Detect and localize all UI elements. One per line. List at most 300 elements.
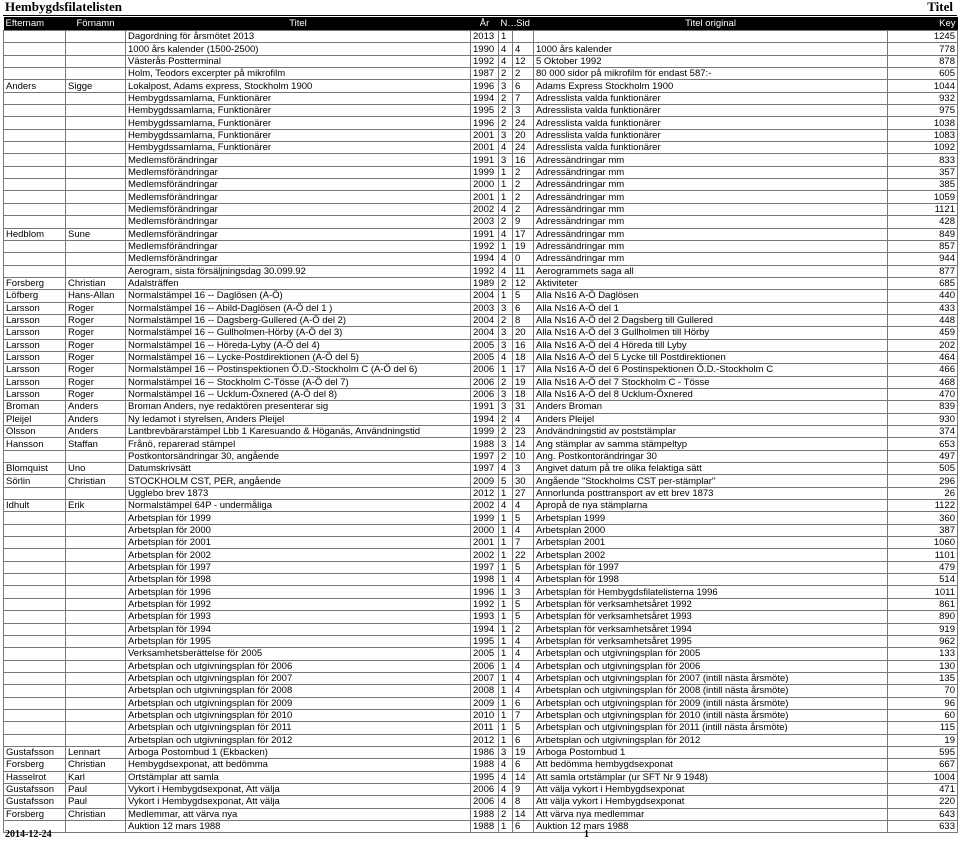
cell-ar: 1996 <box>471 117 499 129</box>
cell-key: 60 <box>888 709 958 721</box>
cell-efternamn: Blomquist <box>4 463 66 475</box>
cell-efternamn <box>4 265 66 277</box>
cell-titel: Verksamhetsberättelse för 2005 <box>126 648 471 660</box>
cell-efternamn <box>4 240 66 252</box>
table-row[interactable] <box>4 80 958 92</box>
cell-efternamn <box>4 179 66 191</box>
cell-titel: Normalstämpel 16 -- Abild-Daglösen (A-Ö del 1 ) <box>126 302 471 314</box>
cell-sid: 2 <box>513 203 534 215</box>
cell-sid: 9 <box>513 216 534 228</box>
cell-titel: STOCKHOLM CST, PER, angående <box>126 475 471 487</box>
cell-sid: 4 <box>513 500 534 512</box>
table-row[interactable] <box>4 586 958 598</box>
sort-field-label: Titel <box>927 0 953 14</box>
table-row[interactable] <box>4 512 958 524</box>
cell-ar: 2000 <box>471 179 499 191</box>
cell-nummer: 1 <box>499 672 513 684</box>
col-header-titel-original[interactable]: Titel original <box>534 17 888 31</box>
cell-efternamn <box>4 191 66 203</box>
col-header-fornamn[interactable]: Förnamn <box>66 17 126 31</box>
table-row[interactable] <box>4 500 958 512</box>
table-row[interactable] <box>4 672 958 684</box>
cell-ar: 2000 <box>471 524 499 536</box>
cell-titel-original: Att välja vykort i Hembygdsexponat <box>534 796 888 808</box>
cell-fornamn <box>66 265 126 277</box>
cell-ar: 2007 <box>471 672 499 684</box>
cell-efternamn <box>4 43 66 55</box>
cell-fornamn <box>66 154 126 166</box>
cell-nummer: 4 <box>499 265 513 277</box>
table-row[interactable] <box>4 240 958 252</box>
cell-titel-original: Aerogrammets saga all <box>534 265 888 277</box>
table-row[interactable] <box>4 685 958 697</box>
cell-key: 778 <box>888 43 958 55</box>
cell-fornamn: Christian <box>66 277 126 289</box>
cell-efternamn <box>4 55 66 67</box>
cell-titel: Holm, Teodors excerpter på mikrofilm <box>126 68 471 80</box>
cell-titel-original: 5 Oktober 1992 <box>534 55 888 67</box>
cell-ar: 2005 <box>471 339 499 351</box>
cell-sid: 24 <box>513 117 534 129</box>
cell-fornamn <box>66 709 126 721</box>
cell-ar: 2006 <box>471 364 499 376</box>
cell-nummer: 1 <box>499 697 513 709</box>
cell-titel-original: Alla Ns16 A-Ö del 3 Gullholmen till Hörby <box>534 327 888 339</box>
cell-titel: Medlemmar, att värva nya <box>126 808 471 820</box>
table-row[interactable] <box>4 31 958 43</box>
table-row[interactable] <box>4 339 958 351</box>
cell-ar: 1997 <box>471 450 499 462</box>
cell-ar: 1988 <box>471 438 499 450</box>
cell-ar: 2013 <box>471 31 499 43</box>
cell-key: 833 <box>888 154 958 166</box>
cell-nummer: 2 <box>499 105 513 117</box>
cell-nummer: 3 <box>499 129 513 141</box>
cell-efternamn <box>4 142 66 154</box>
cell-efternamn <box>4 537 66 549</box>
cell-key: 1011 <box>888 586 958 598</box>
cell-titel-original: Anders Broman <box>534 401 888 413</box>
cell-efternamn <box>4 598 66 610</box>
cell-ar: 1994 <box>471 413 499 425</box>
table-row[interactable] <box>4 302 958 314</box>
cell-efternamn <box>4 561 66 573</box>
cell-key: 877 <box>888 265 958 277</box>
document-title: Hembygdsfilatelisten <box>5 0 122 14</box>
table-row[interactable] <box>4 277 958 289</box>
cell-titel-original: Arbetsplan 1999 <box>534 512 888 524</box>
cell-titel-original: Adressändringar mm <box>534 154 888 166</box>
table-row[interactable] <box>4 376 958 388</box>
cell-ar: 2003 <box>471 302 499 314</box>
cell-efternamn <box>4 166 66 178</box>
table-row[interactable] <box>4 265 958 277</box>
cell-titel: Normalstämpel 16 -- Stockholm C-Tösse (A-Ö del 7) <box>126 376 471 388</box>
cell-nummer: 3 <box>499 339 513 351</box>
cell-titel: Hembygdsexponat, att bedömma <box>126 759 471 771</box>
table-row[interactable] <box>4 660 958 672</box>
table-row[interactable] <box>4 129 958 141</box>
table-row[interactable] <box>4 191 958 203</box>
cell-sid: 6 <box>513 697 534 709</box>
cell-ar: 2001 <box>471 142 499 154</box>
cell-titel-original: Alla Ns16 A-Ö del 1 <box>534 302 888 314</box>
col-header-sid[interactable]: Sid <box>513 17 534 31</box>
table-row[interactable] <box>4 623 958 635</box>
table-row[interactable] <box>4 413 958 425</box>
cell-titel-original: Anders Pleijel <box>534 413 888 425</box>
cell-titel: Normalstämpel 16 -- Lycke-Postdirektionen (A-Ö del 5) <box>126 351 471 363</box>
cell-key: 202 <box>888 339 958 351</box>
cell-key: 448 <box>888 314 958 326</box>
table-row[interactable] <box>4 364 958 376</box>
cell-titel-original: Arbetsplan 2000 <box>534 524 888 536</box>
cell-titel-original: Adressändringar mm <box>534 253 888 265</box>
cell-efternamn <box>4 586 66 598</box>
cell-titel-original: Arbetsplan och utgivningsplan för 2007 (intill nästa årsmöte) <box>534 672 888 684</box>
cell-efternamn: Olsson <box>4 426 66 438</box>
cell-titel-original: Aktiviteter <box>534 277 888 289</box>
cell-ar: 1992 <box>471 598 499 610</box>
table-row[interactable] <box>4 228 958 240</box>
col-header-key[interactable]: Key <box>888 17 958 31</box>
table-row[interactable] <box>4 290 958 302</box>
cell-fornamn: Karl <box>66 771 126 783</box>
cell-efternamn: Gustafsson <box>4 746 66 758</box>
cell-ar: 2001 <box>471 191 499 203</box>
table-row[interactable] <box>4 475 958 487</box>
cell-sid: 8 <box>513 796 534 808</box>
cell-sid: 30 <box>513 475 534 487</box>
cell-titel-original: Adressändringar mm <box>534 228 888 240</box>
cell-ar: 1986 <box>471 746 499 758</box>
cell-titel: Arbetsplan för 2002 <box>126 549 471 561</box>
cell-efternamn: Larsson <box>4 302 66 314</box>
cell-key: 471 <box>888 783 958 795</box>
cell-key: 19 <box>888 734 958 746</box>
cell-efternamn <box>4 697 66 709</box>
table-row[interactable] <box>4 549 958 561</box>
cell-titel: Normalstämpel 16 -- Postinspektionen Ö.D.-Stockholm C (A-Ö del 6) <box>126 364 471 376</box>
cell-titel-original: Arbetsplan för 1998 <box>534 574 888 586</box>
table-row[interactable] <box>4 388 958 400</box>
cell-nummer: 4 <box>499 228 513 240</box>
col-header-efternamn[interactable]: Efternam <box>4 17 66 31</box>
cell-key: 1101 <box>888 549 958 561</box>
cell-fornamn <box>66 450 126 462</box>
cell-fornamn: Roger <box>66 339 126 351</box>
cell-titel: Lantbrevbärarstämpel Lbb 1 Karesuando & Höganäs, Användningstid <box>126 426 471 438</box>
cell-fornamn: Hans-Allan <box>66 290 126 302</box>
cell-titel-original: 1000 års kalender <box>534 43 888 55</box>
cell-sid: 6 <box>513 302 534 314</box>
cell-titel: Västerås Postterminal <box>126 55 471 67</box>
cell-efternamn: Idhult <box>4 500 66 512</box>
table-row[interactable] <box>4 808 958 820</box>
cell-titel: Ugglebo brev 1873 <box>126 487 471 499</box>
table-row[interactable] <box>4 216 958 228</box>
cell-nummer: 1 <box>499 722 513 734</box>
cell-nummer: 3 <box>499 388 513 400</box>
cell-titel: Arbetsplan för 1998 <box>126 574 471 586</box>
table-row[interactable] <box>4 351 958 363</box>
cell-titel: Vykort i Hembygdsexponat, Att välja <box>126 796 471 808</box>
cell-efternamn <box>4 117 66 129</box>
cell-sid: 6 <box>513 734 534 746</box>
cell-efternamn <box>4 216 66 228</box>
cell-nummer: 1 <box>499 574 513 586</box>
cell-sid: 4 <box>513 648 534 660</box>
header-rule <box>3 15 957 16</box>
cell-titel-original: Angivet datum på tre olika felaktiga sätt <box>534 463 888 475</box>
col-header-ar[interactable]: År <box>471 17 499 31</box>
cell-efternamn: Hansson <box>4 438 66 450</box>
cell-ar: 1994 <box>471 253 499 265</box>
table-row[interactable] <box>4 154 958 166</box>
table-row[interactable] <box>4 722 958 734</box>
cell-key: 1122 <box>888 500 958 512</box>
cell-titel-original: Adressändringar mm <box>534 216 888 228</box>
cell-ar: 2004 <box>471 314 499 326</box>
cell-nummer: 4 <box>499 43 513 55</box>
cell-ar: 1989 <box>471 277 499 289</box>
cell-efternamn: Larsson <box>4 351 66 363</box>
cell-ar: 2008 <box>471 685 499 697</box>
table-row[interactable] <box>4 524 958 536</box>
cell-titel-original: Alla Ns16 A-Ö del 4 Höreda till Lyby <box>534 339 888 351</box>
table-row[interactable] <box>4 426 958 438</box>
cell-ar: 2001 <box>471 129 499 141</box>
cell-nummer: 2 <box>499 376 513 388</box>
cell-fornamn: Anders <box>66 401 126 413</box>
table-header-row <box>4 17 958 31</box>
cell-sid: 17 <box>513 228 534 240</box>
cell-titel-original: Adressändringar mm <box>534 191 888 203</box>
cell-efternamn <box>4 574 66 586</box>
cell-titel: Medlemsförändringar <box>126 253 471 265</box>
cell-ar: 1990 <box>471 43 499 55</box>
cell-titel-original: Att bedömma hembygdsexponat <box>534 759 888 771</box>
cell-key: 944 <box>888 253 958 265</box>
cell-ar: 1994 <box>471 623 499 635</box>
cell-ar: 2010 <box>471 709 499 721</box>
cell-titel: Medlemsförändringar <box>126 240 471 252</box>
cell-efternamn <box>4 450 66 462</box>
cell-efternamn <box>4 203 66 215</box>
cell-sid: 4 <box>513 43 534 55</box>
cell-sid: 4 <box>513 672 534 684</box>
cell-efternamn: Pleijel <box>4 413 66 425</box>
cell-sid: 27 <box>513 487 534 499</box>
table-row[interactable] <box>4 598 958 610</box>
cell-fornamn <box>66 734 126 746</box>
cell-fornamn: Paul <box>66 783 126 795</box>
cell-ar: 2002 <box>471 500 499 512</box>
cell-key: 428 <box>888 216 958 228</box>
cell-sid: 12 <box>513 277 534 289</box>
cell-titel: Arbetsplan och utgivningsplan för 2008 <box>126 685 471 697</box>
cell-key: 470 <box>888 388 958 400</box>
cell-key: 374 <box>888 426 958 438</box>
cell-sid: 16 <box>513 339 534 351</box>
cell-titel: Arbetsplan och utgivningsplan för 2006 <box>126 660 471 672</box>
cell-sid: 6 <box>513 759 534 771</box>
table-row[interactable] <box>4 709 958 721</box>
table-row[interactable] <box>4 759 958 771</box>
cell-key: 890 <box>888 611 958 623</box>
cell-ar: 1999 <box>471 426 499 438</box>
col-header-titel[interactable]: Titel <box>126 17 471 31</box>
table-row[interactable] <box>4 796 958 808</box>
table-row[interactable] <box>4 142 958 154</box>
table-row[interactable] <box>4 463 958 475</box>
table-body <box>4 31 958 833</box>
cell-sid: 10 <box>513 450 534 462</box>
cell-nummer: 1 <box>499 166 513 178</box>
table-row[interactable] <box>4 327 958 339</box>
cell-efternamn: Broman <box>4 401 66 413</box>
cell-efternamn <box>4 92 66 104</box>
cell-titel: Arboga Postombud 1 (Ekbacken) <box>126 746 471 758</box>
cell-titel-original: Arbetsplan för 1997 <box>534 561 888 573</box>
cell-nummer: 1 <box>499 487 513 499</box>
cell-key: 26 <box>888 487 958 499</box>
cell-sid: 2 <box>513 179 534 191</box>
cell-ar: 2006 <box>471 783 499 795</box>
cell-fornamn: Roger <box>66 351 126 363</box>
table-row[interactable] <box>4 253 958 265</box>
cell-titel: Arbetsplan för 1997 <box>126 561 471 573</box>
table-row[interactable] <box>4 771 958 783</box>
cell-fornamn <box>66 672 126 684</box>
cell-efternamn <box>4 31 66 43</box>
cell-titel-original: Att värva nya medlemmar <box>534 808 888 820</box>
table-row[interactable] <box>4 401 958 413</box>
cell-key: 1044 <box>888 80 958 92</box>
table-row[interactable] <box>4 179 958 191</box>
cell-key: 930 <box>888 413 958 425</box>
cell-fornamn <box>66 537 126 549</box>
cell-ar: 2012 <box>471 487 499 499</box>
table-row[interactable] <box>4 92 958 104</box>
table-row[interactable] <box>4 68 958 80</box>
cell-titel: Arbetsplan för 1999 <box>126 512 471 524</box>
table-row[interactable] <box>4 450 958 462</box>
table-row[interactable] <box>4 635 958 647</box>
table-row[interactable] <box>4 648 958 660</box>
table-row[interactable] <box>4 783 958 795</box>
cell-titel: Medlemsförändringar <box>126 179 471 191</box>
cell-fornamn <box>66 92 126 104</box>
cell-titel: Arbetsplan för 1992 <box>126 598 471 610</box>
table-row[interactable] <box>4 487 958 499</box>
table-row[interactable] <box>4 697 958 709</box>
cell-sid: 20 <box>513 129 534 141</box>
cell-titel: Arbetsplan för 2001 <box>126 537 471 549</box>
cell-sid: 18 <box>513 351 534 363</box>
cell-nummer: 1 <box>499 524 513 536</box>
cell-ar: 2002 <box>471 549 499 561</box>
table-row[interactable] <box>4 314 958 326</box>
cell-fornamn <box>66 179 126 191</box>
table-row[interactable] <box>4 574 958 586</box>
cell-ar: 2009 <box>471 475 499 487</box>
cell-fornamn <box>66 43 126 55</box>
cell-efternamn: Sörlin <box>4 475 66 487</box>
cell-ar: 2006 <box>471 388 499 400</box>
cell-ar: 1996 <box>471 80 499 92</box>
table-row[interactable] <box>4 734 958 746</box>
cell-titel: Medlemsförändringar <box>126 166 471 178</box>
cell-sid: 5 <box>513 561 534 573</box>
table-row[interactable] <box>4 43 958 55</box>
cell-nummer: 1 <box>499 635 513 647</box>
cell-sid <box>513 31 534 43</box>
table-row[interactable] <box>4 117 958 129</box>
cell-sid: 4 <box>513 574 534 586</box>
cell-sid: 3 <box>513 463 534 475</box>
cell-titel-original: Arbetsplan och utgivningsplan för 2011 (intill nästa årsmöte) <box>534 722 888 734</box>
article-index-table <box>3 17 958 833</box>
cell-fornamn <box>66 166 126 178</box>
cell-key: 633 <box>888 821 958 833</box>
table-row[interactable] <box>4 537 958 549</box>
cell-key: 468 <box>888 376 958 388</box>
cell-fornamn <box>66 561 126 573</box>
col-header-nummer[interactable]: N… <box>500 18 517 29</box>
cell-fornamn <box>66 142 126 154</box>
cell-key: 1004 <box>888 771 958 783</box>
cell-key: 115 <box>888 722 958 734</box>
cell-sid: 4 <box>513 524 534 536</box>
cell-titel-original: Arbetsplan för verksamhetsåret 1992 <box>534 598 888 610</box>
cell-fornamn <box>66 574 126 586</box>
cell-fornamn <box>66 586 126 598</box>
cell-efternamn <box>4 722 66 734</box>
table-row[interactable] <box>4 203 958 215</box>
cell-titel-original: Adresslista valda funktionärer <box>534 92 888 104</box>
cell-ar: 1998 <box>471 574 499 586</box>
table-row[interactable] <box>4 561 958 573</box>
cell-titel: Hembygdssamlarna, Funktionärer <box>126 92 471 104</box>
cell-ar: 1988 <box>471 759 499 771</box>
cell-sid: 5 <box>513 598 534 610</box>
cell-titel-original: Ang stämplar av samma stämpeltyp <box>534 438 888 450</box>
table-row[interactable] <box>4 611 958 623</box>
table-row[interactable] <box>4 166 958 178</box>
cell-sid: 17 <box>513 364 534 376</box>
cell-efternamn <box>4 623 66 635</box>
table-row[interactable] <box>4 55 958 67</box>
cell-nummer: 5 <box>499 475 513 487</box>
cell-titel-original: Auktion 12 mars 1988 <box>534 821 888 833</box>
table-row[interactable] <box>4 105 958 117</box>
cell-titel-original: Arbetsplan och utgivningsplan för 2010 (intill nästa årsmöte) <box>534 709 888 721</box>
table-row[interactable] <box>4 438 958 450</box>
table-row[interactable] <box>4 746 958 758</box>
cell-titel: Frånö, reparerad stämpel <box>126 438 471 450</box>
cell-nummer: 4 <box>499 55 513 67</box>
cell-key: 135 <box>888 672 958 684</box>
cell-titel: Arbetsplan och utgivningsplan för 2012 <box>126 734 471 746</box>
cell-nummer: 1 <box>499 549 513 561</box>
cell-key: 849 <box>888 228 958 240</box>
cell-key: 685 <box>888 277 958 289</box>
cell-ar: 1995 <box>471 635 499 647</box>
cell-key: 962 <box>888 635 958 647</box>
cell-key: 605 <box>888 68 958 80</box>
cell-fornamn <box>66 117 126 129</box>
